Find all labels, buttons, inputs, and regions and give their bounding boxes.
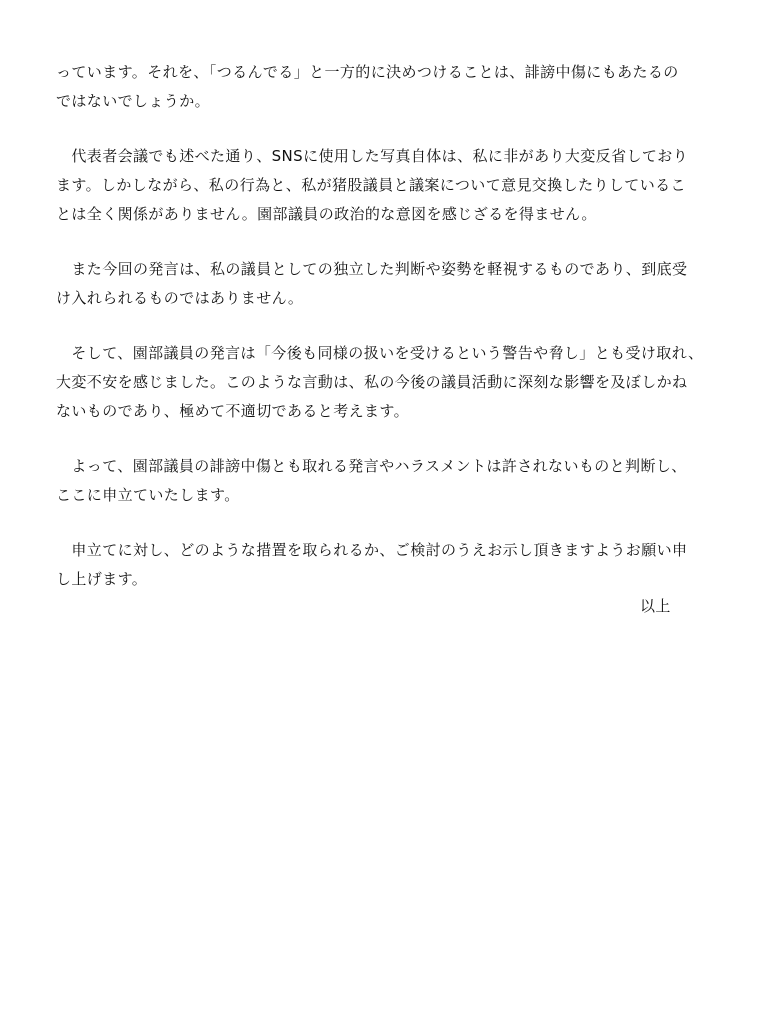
paragraph-2 <box>56 142 696 229</box>
text-line: ではないでしょうか。 <box>56 92 211 110</box>
text-line: し上げます。 <box>56 570 148 588</box>
text-line: 代表者会議でも述べた通り、SNSに使用した写真自体は、私に非があり大変反省しており <box>56 147 689 165</box>
text-line: ないものであり、極めて不適切であると考えます。 <box>56 402 410 420</box>
paragraph-5 <box>56 452 696 510</box>
paragraph-3 <box>56 255 696 313</box>
text-line: 申立てに対し、どのような措置を取られるか、ご検討のうえお示し頂きますようお願い申 <box>56 541 688 559</box>
text-line: ます。しかしながら、私の行為と、私が猪股議員と議案について意見交換したりしているこ <box>56 176 686 194</box>
document-body <box>56 58 704 620</box>
text-line: また今回の発言は、私の議員としての独立した判断や姿勢を軽視するものであり、到底受 <box>56 260 688 278</box>
text-line: とは全く関係がありません。園部議員の政治的な意図を感じざるを得ません。 <box>56 205 597 223</box>
text-line: け入れられるものではありません。 <box>56 289 304 307</box>
text-line: っています。それを、「つるんでる」と一方的に決めつけることは、誹謗中傷にもあたるの <box>56 63 679 81</box>
text-line: そして、園部議員の発言は「今後も同様の扱いを受けるという警告や脅し」とも受け取れ、 <box>56 344 704 362</box>
paragraph-6 <box>56 536 696 594</box>
text-line: よって、園部議員の誹謗中傷とも取れる発言やハラスメントは許されないものと判断し、 <box>56 457 687 475</box>
text-line: ここに申立ていたします。 <box>56 486 240 504</box>
closing-mark: 以上 <box>640 597 671 615</box>
text-line: 大変不安を感じました。このような言動は、私の今後の議員活動に深刻な影響を及ぼしかね <box>56 373 688 391</box>
paragraph-1 <box>56 58 696 116</box>
paragraph-4 <box>56 339 704 426</box>
